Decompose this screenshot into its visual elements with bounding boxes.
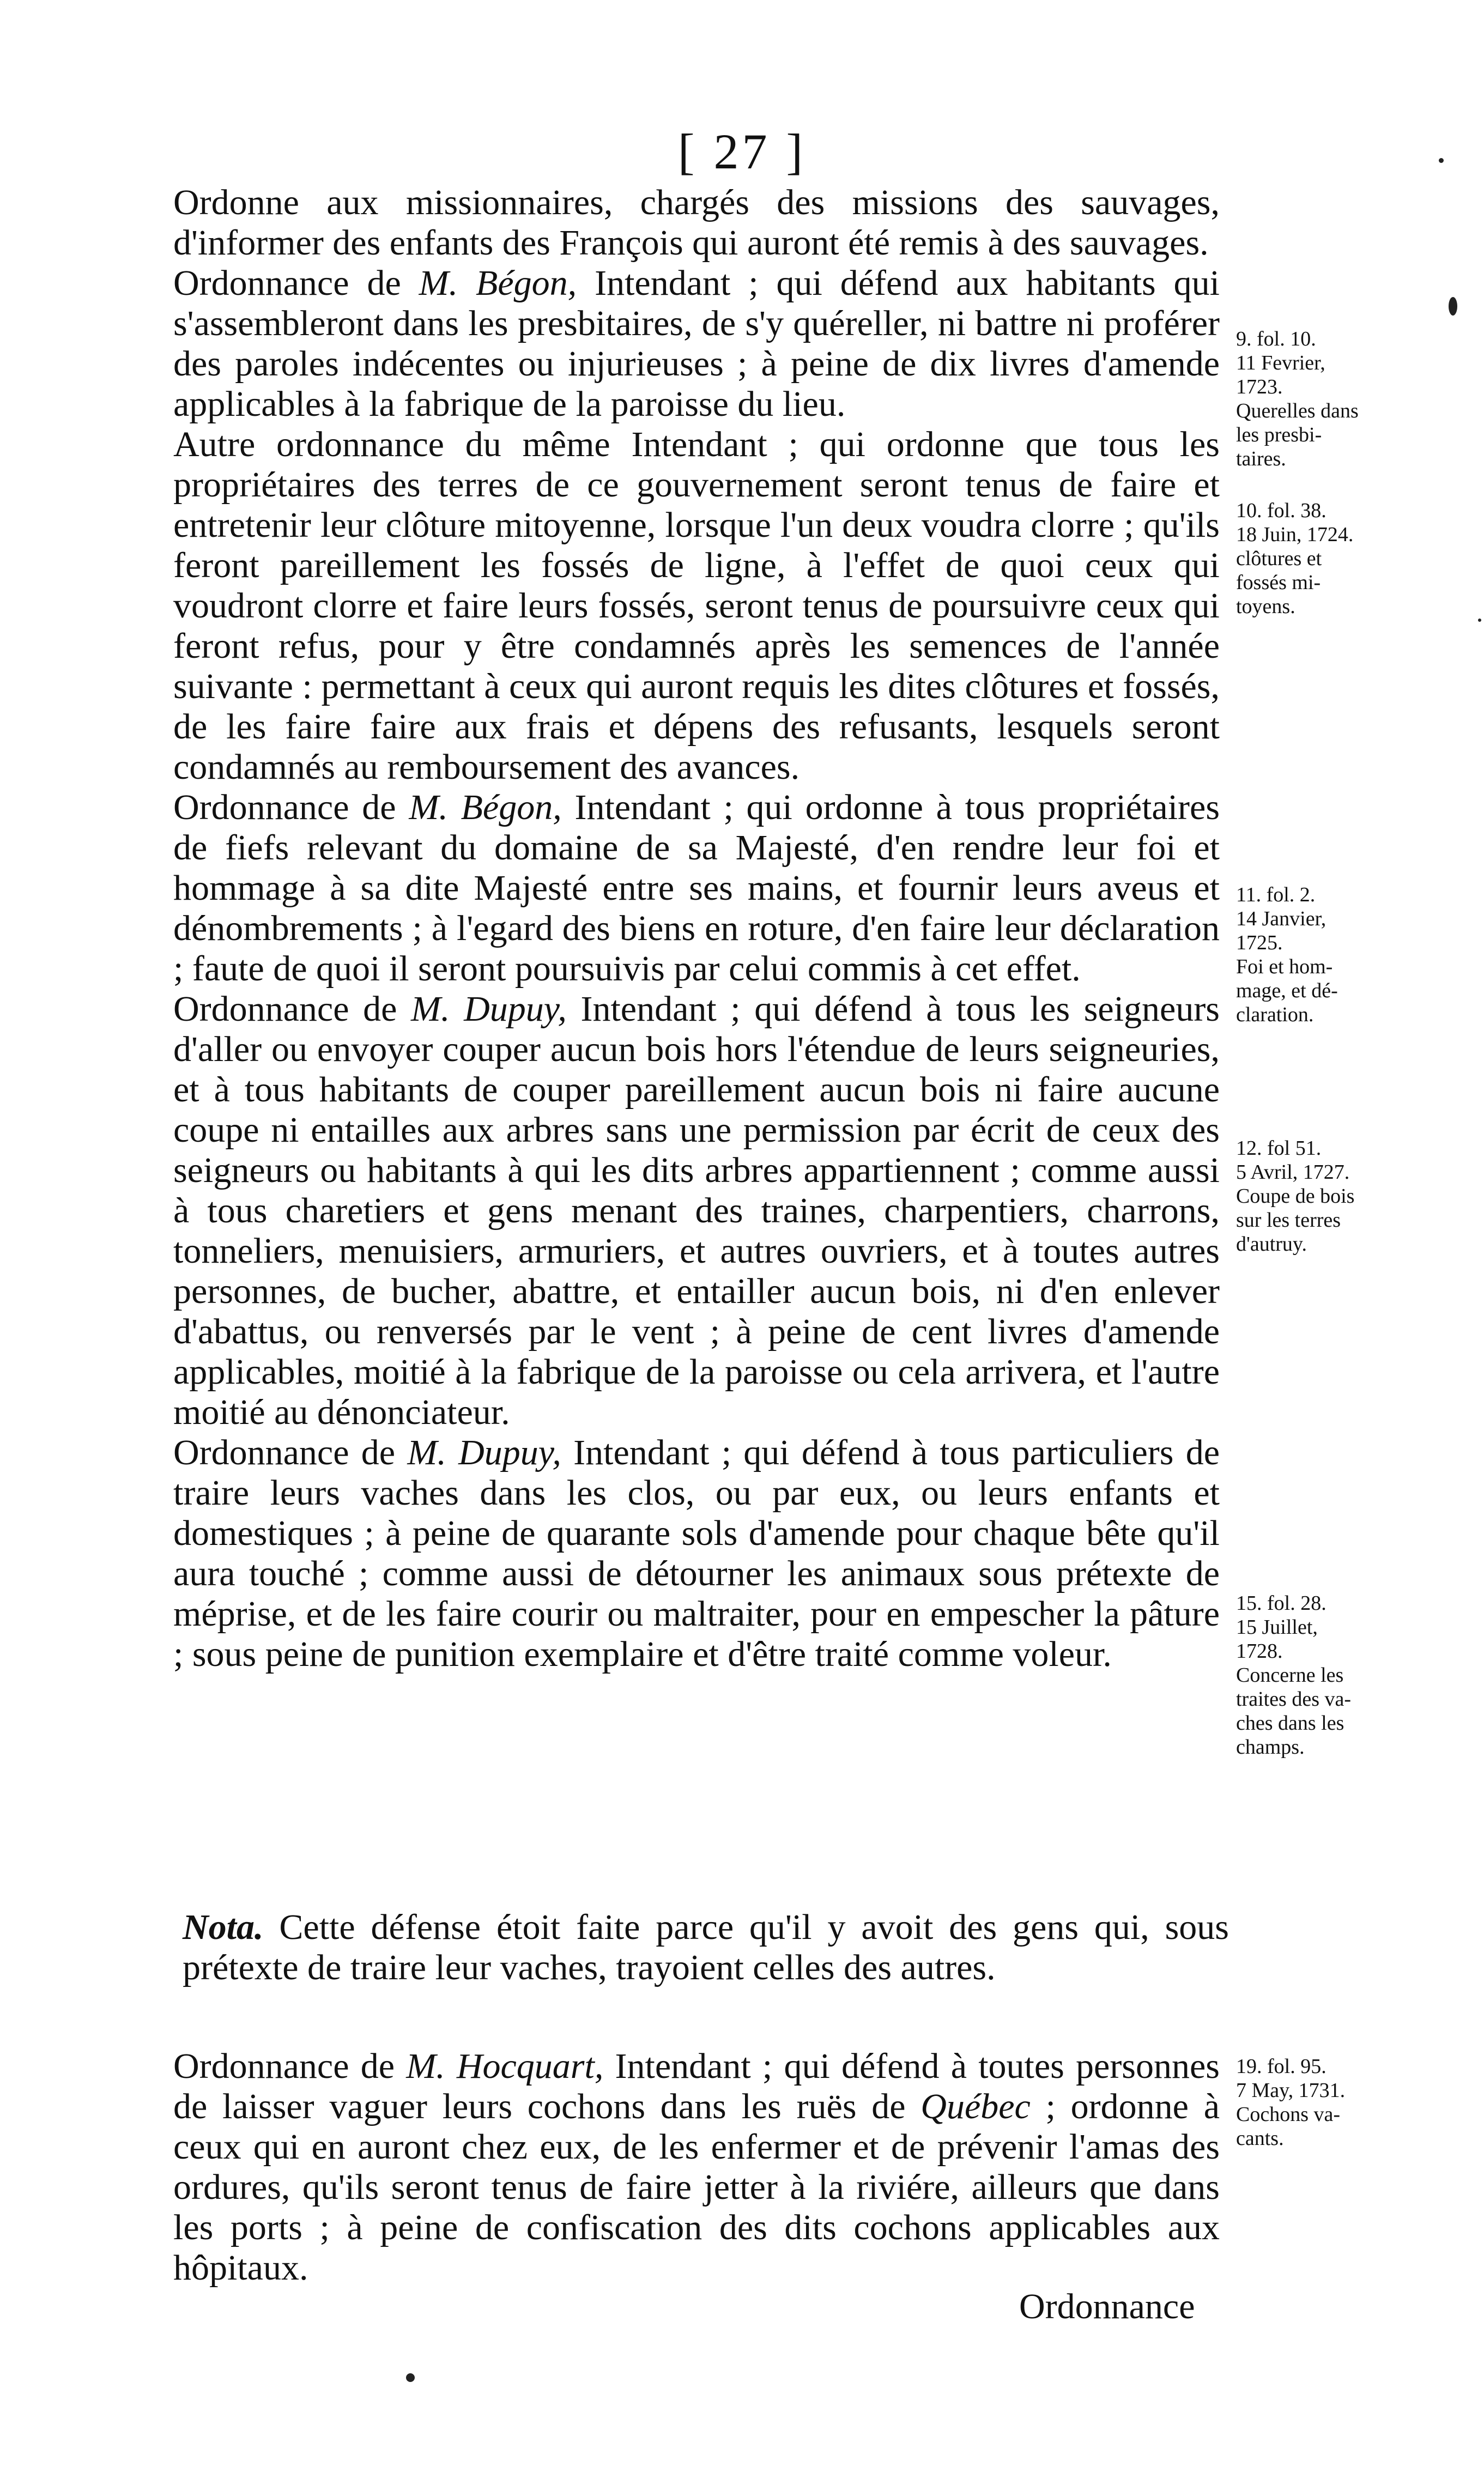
paragraph-missionnaires: Ordonne aux missionnaires, chargés des missions des sauvages, d'informer des enfants des François qui auront été remis à des sauvages. — [173, 183, 1220, 263]
main-text-column — [173, 183, 1220, 1675]
margin-note-foi-hommage: 11. fol. 2. 14 Janvier, 1725. Foi et hom- mage, et dé- claration. — [1236, 883, 1338, 1026]
paragraph-begon-presbitaires: Ordonnance de M. Bégon, Intendant ; qui défend aux habitants qui s'assembleront dans les presbitaires, de s'y quéreller, ni battre ni proférer des paroles indécentes ou injurieuses ; à peine de dix livres d'amende applicables à la fabrique de la paroisse du lieu. — [173, 263, 1220, 424]
nota-text: Cette défense étoit faite parce qu'il y avoit des gens qui, sous prétexte de traire leur vaches, trayoient celles des autres. — [183, 1907, 1229, 1987]
place-name: Québec — [920, 2087, 1031, 2126]
margin-note-cochons: 19. fol. 95. 7 May, 1731. Cochons va- cants. — [1236, 2055, 1346, 2150]
margin-note-clotures: 10. fol. 38. 18 Juin, 1724. clôtures et fossés mi- toyens. — [1236, 499, 1354, 618]
ink-speck — [1449, 297, 1457, 316]
page-number: [ 27 ] — [677, 124, 807, 179]
intendant-name: M. Dupuy, — [411, 989, 567, 1029]
paragraph-begon-fiefs: Ordonnance de M. Bégon, Intendant ; qui ordonne à tous propriétaires de fiefs relevant du domaine de sa Majesté, d'en rendre leur foi et hommage à sa dite Majesté entre ses mains, et fournir leurs aveus et dénombrements ; à l'egard des biens en roture, d'en faire leur déclaration ; faute de quoi il seront poursuivis par celui commis à cet effet. — [173, 787, 1220, 989]
paragraph-dupuy-bois: Ordonnance de M. Dupuy, Intendant ; qui défend à tous les seigneurs d'aller ou envoyer couper aucun bois hors l'étendue de leurs seigneuries, et à tous habitants de couper pareillement aucun bois ni faire aucune coupe ni entailles aux arbres sans une permission par écrit de ceux des seigneurs ou habitants à qui les dits arbres appartiennent ; comme aussi à tous charetiers et gens menant des traines, charpentiers, charrons, tonneliers, menuisiers, armuriers, et autres ouvriers, et à toutes autres personnes, de bucher, abattre, et entailler aucun bois, ni d'en enlever d'abattus, ou renversés par le vent ; à peine de cent livres d'amende applicables, moitié à la fabrique de la paroisse ou cela arrivera, et l'autre moitié au dénonciateur. — [173, 989, 1220, 1432]
intendant-name: M. Bégon, — [419, 263, 577, 303]
margin-note-presbitaires: 9. fol. 10. 11 Fevrier, 1723. Querelles dans les presbi- taires. — [1236, 328, 1359, 470]
paragraph-hocquart-cochons: Ordonnance de M. Hocquart, Intendant ; qui défend à toutes personnes de laisser vaguer leurs cochons dans les ruës de Québec ; ordonne à ceux qui en auront chez eux, de les enfermer et de prévenir l'amas des ordures, qu'ils seront tenus de faire jetter à la riviére, ailleurs que dans les ports ; à peine de confiscation des dits cochons applicables aux hôpitaux. — [173, 2046, 1220, 2288]
catchword: Ordonnance — [1019, 2287, 1195, 2326]
paragraph-dupuy-vaches: Ordonnance de M. Dupuy, Intendant ; qui défend à tous particuliers de traire leurs vaches dans les clos, ou par eux, ou leurs enfants et domestiques ; à peine de quarante sols d'amende pour chaque bête qu'il aura touché ; comme aussi de détourner les animaux sous prétexte de méprise, et de les faire courir ou maltraiter, pour en empescher la pâture ; sous peine de punition exemplaire et d'être traité comme voleur. — [173, 1433, 1220, 1674]
nota-label: Nota. — [183, 1907, 264, 1947]
intendant-name: M. Dupuy, — [407, 1433, 561, 1472]
margin-note-traites-vaches: 15. fol. 28. 15 Juillet, 1728. Concerne les traites des va- ches dans les champs. — [1236, 1592, 1352, 1759]
paragraph-clotures: Autre ordonnance du même Intendant ; qui ordonne que tous les propriétaires des terres de ce gouvernement seront tenus de faire et entretenir leur clôture mitoyenne, lorsque l'un deux voudra clorre ; qu'ils feront pareillement les fossés de ligne, à l'effet de quoi ceux qui voudront clorre et faire leurs fossés, seront tenus de poursuivre ceux qui feront refus, pour y être condamnés après les semences de l'année suivante : permettant à ceux qui auront requis les dites clôtures et fossés, de les faire faire aux frais et dépens des refusants, lesquels seront condamnés au remboursement des avances. — [173, 425, 1220, 787]
ink-speck — [1439, 158, 1444, 163]
ink-speck — [406, 2373, 415, 2382]
nota-block — [183, 1907, 1229, 1988]
ink-speck — [1478, 619, 1481, 622]
margin-note-coupe-bois: 12. fol 51. 5 Avril, 1727. Coupe de bois sur les terres d'autruy. — [1236, 1137, 1355, 1256]
intendant-name: M. Hocquart, — [406, 2046, 604, 2086]
intendant-name: M. Bégon, — [409, 787, 562, 827]
